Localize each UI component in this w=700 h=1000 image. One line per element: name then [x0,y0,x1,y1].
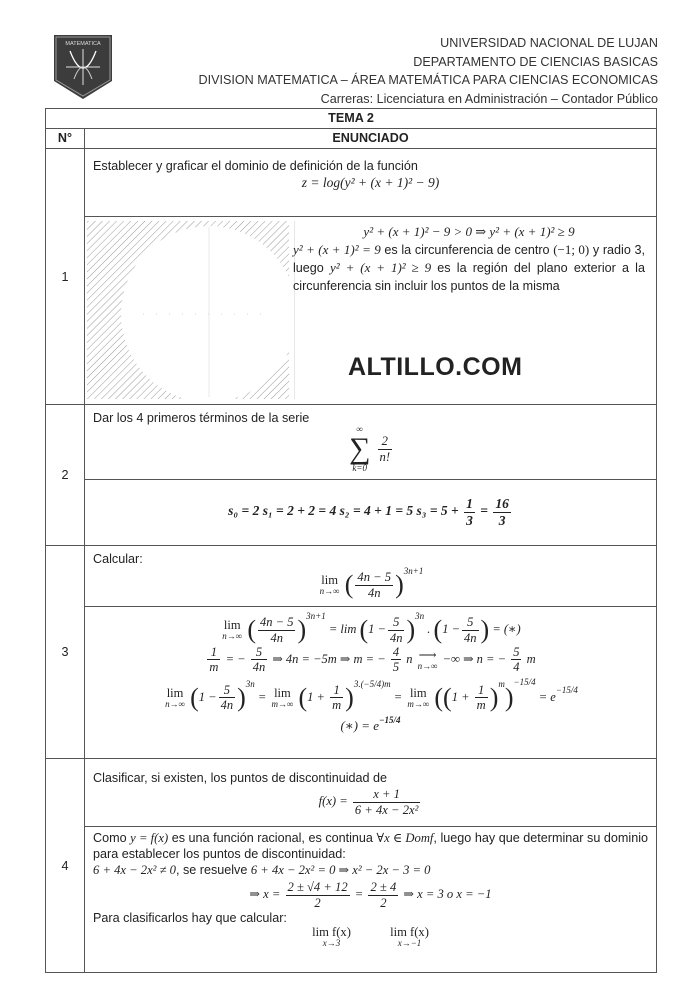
exercise-3-prompt: Calcular: [93,552,143,566]
frac-den: 4 [513,660,520,675]
frac-den: m [332,698,342,713]
math: 6 + 4x − 2x² ≠ 0 [93,863,176,878]
exercise-4-number: 4 [46,759,85,973]
solution-line-1: lim n→∞ ( $\frac{4n - 5}{4n}$ )$^{3n+1}$ = lim (1 − $\frac{5}{4n}$ )$^{3n}$ . (1 − $\frac{5}{4n}$ ) = (∗) [222,611,521,645]
exercise-1-number: 1 [46,149,85,405]
exam-title: TEMA 2 [46,109,657,129]
limit-a-subscript: x→3 [322,937,341,948]
watermark: ALTILLO.COM [348,353,523,381]
solution-line-2: $\frac{1}{m}$ = − $\frac{5}{4n}$ ⇒ 4n = −5m ⇒ m = − $\frac{4}{5}$ n ⟶ n→∞ −∞ ⇒ n = − $\frac{5}{4}$ m [209,645,536,675]
lim-label: lim [223,618,241,633]
exercise-2-statement [85,405,657,480]
frac-num: 1 [330,683,343,698]
exercise-4-prompt: Clasificar, si existen, los puntos de discontinuidad de [93,771,388,786]
text: , luego hay que determinar su dominio para establecer los puntos de discontinuidad: [93,831,648,862]
frac-den: m [476,698,486,713]
frac-num: 5 [513,645,520,660]
lim-subscript: n→∞ [319,585,340,596]
lim-label: lim [321,573,339,588]
frac-den: 4n [389,630,403,645]
final-exponent: −15/4 [379,714,401,725]
solution-paragraph-4: Para clasificarlos hay que calcular: [93,911,287,926]
text: n [406,651,413,666]
lim-subscript-m: m→∞ [407,698,430,709]
lim-label: lim [166,686,184,701]
limit-b: lim f(x) [390,925,429,940]
exercise-3-solution [85,607,657,759]
circle-center: (−1; 0) [553,242,590,257]
lim-label: lim [409,686,427,701]
equals-lim: = lim [328,622,357,637]
domain-graph [85,217,295,404]
exercise-1-explanation [293,223,645,295]
frac-num: 1 [207,645,220,660]
exam-table [45,108,657,973]
solution-line-3: lim n→∞ (1 − $\frac{5}{4n}$ )$^{3n}$ = lim m→∞ (1 + $\frac{1}{m}$ )$^{3.(-5/4)m}$ = lim m→∞ ((1 + $\frac{1}{m}$ )$^m)^{-15/4} = e^{-15/4}$ [165,676,578,713]
sum-upper-limit: ∞ [356,424,363,434]
math: 6 + 4x − 2x² = 0 ⇒ x² − 2x − 3 = 0 [250,863,431,878]
fraction-one-third-num: 1 [466,496,473,512]
result-exponent: −15/4 [555,684,578,695]
frac-den: 4n [270,630,283,645]
frac-num: 4 [392,645,400,660]
careers-line: Carreras: Licenciatura en Administración – Contador Público [320,91,658,106]
series-denominator: n! [379,449,391,464]
frac-den: 2 [380,895,387,910]
lim-subscript: n→∞ [165,698,185,709]
column-header-statement: ENUNCIADO [85,129,657,149]
limit-expression: lim n→∞ ( $\frac{4n - 5}{4n}$ )$^{3n+1}$ [319,566,424,600]
function-lhs: f(x) = [318,793,348,808]
one-minus: 1 − [198,689,217,704]
function-denominator: 6 + 4x − 2x² [354,802,419,817]
function-definition [93,787,648,817]
arrow-subscript: n→∞ [417,660,438,671]
lim-label: lim [274,686,291,701]
series-numerator: 2 [378,434,393,449]
frac-den: m [209,660,219,675]
limit-a: lim f(x) [312,925,351,940]
fraction-one-third-den: 3 [466,513,473,528]
limit-numerator: 4n − 5 [357,570,392,585]
function-numerator: x + 1 [353,787,420,802]
region-inequality: y² + (x + 1)² ≥ 9 [329,260,432,275]
frac-num: 5 [251,645,268,660]
frac-den: 4n [252,660,266,675]
column-header-number: N° [46,129,85,149]
circle-equation: y² + (x + 1)² = 9 [293,242,381,257]
frac-den: 4n [464,630,477,645]
exponent: 3.(−5/4)m [353,678,391,689]
frac-den: 4n [220,698,234,713]
exercise-4-solution [85,827,657,973]
explanation-text-2: y radio 3, luego [293,243,645,275]
lim-subscript: n→∞ [222,630,243,641]
result: = e [538,689,556,704]
text: = − [225,651,246,666]
exercise-1-statement [85,149,657,217]
exercise-2-solution [85,480,657,546]
series-partial-sums [85,496,656,528]
final-result: (∗) = e [340,717,380,733]
result-denominator: 3 [498,513,506,528]
solution-line-4 [93,715,648,734]
frac-num: 5 [462,615,479,630]
exercise-3-number: 3 [46,546,85,759]
frac-num: 4n − 5 [260,615,294,630]
equals: = [354,886,364,901]
math: y = f(x) [130,831,169,846]
institution-header [198,34,658,108]
frac-den: 5 [392,660,400,675]
one-minus: 1 − [368,622,386,637]
exponent: −15/4 [513,676,536,687]
one-minus: 1 − [442,622,461,637]
exercise-2-prompt: Dar los 4 primeros términos de la serie [93,411,310,425]
lim-subscript-m: m→∞ [271,698,294,709]
exercise-3-statement [85,546,657,607]
exercise-1-prompt: Establecer y graficar el dominio de definición de la función [93,159,418,173]
quadratic-solution [93,880,648,910]
frac-num: 2 ± √4 + 12 [287,880,348,895]
series-formula [93,425,648,473]
exponent: 3n+1 [306,611,326,622]
limit-denominator: 4n [367,585,381,600]
text: ⇒ x = 3 o x = −1 [403,886,492,901]
partial-sums-text: s₀ = 2 s₁ = 2 + 2 = 4 s₂ = 4 + 1 = 5 s₃ = 5 + [228,503,459,519]
frac-num: 2 ± 4 [370,880,397,895]
explanation-text-3: es la región del plano exterior a la circunferencia sin incluir los puntos de la misma [293,261,645,293]
text: ⇒ x = [249,886,281,901]
exponent: 3n [245,678,255,689]
solution-paragraph-1 [93,830,648,862]
limits-to-compute [93,926,648,948]
university-logo [52,33,114,101]
limit-exponent: 3n+1 [403,566,424,576]
sum-symbol: ∑ [348,432,371,465]
sum-lower-limit: k=0 [352,463,367,473]
solution-paragraph-2 [93,862,648,878]
text: es una función racional, es continua [168,831,377,846]
university-name: UNIVERSIDAD NACIONAL DE LUJAN [440,36,658,50]
exercise-2-number: 2 [46,405,85,546]
text: ⇒ 4n = −5m ⇒ m = − [272,651,386,666]
svg-text:MATEMATICA: MATEMATICA [65,41,101,47]
exponent: 3n [415,611,425,622]
explanation-text-1: es la circunferencia de centro [380,243,554,257]
frac-num: 1 [475,683,488,698]
frac-num: 5 [219,683,236,698]
text: Como [93,831,131,846]
exercise-1-formula: z = log(y² + (x + 1)² − 9) [301,175,440,190]
text: , se resuelve [175,863,251,878]
department-name: DEPARTAMENTO DE CIENCIAS BASICAS [413,54,658,69]
exercise-1-solution [85,217,657,405]
text: m [526,651,536,666]
frac-num: 5 [388,615,405,630]
domain-inequality: y² + (x + 1)² − 9 > 0 ⇒ y² + (x + 1)² ≥ 9 [363,224,575,239]
exercise-4-statement [85,759,657,827]
math: ∀x ∈ Domf [376,831,434,846]
star-label: = (∗) [492,622,521,637]
division-name: DIVISION MATEMATICA – ÁREA MATEMÁTICA PARA CIENCIAS ECONOMICAS [198,73,658,87]
equals-sign: = [480,503,488,519]
limit-b-subscript: x→−1 [397,937,422,948]
frac-den: 2 [314,895,321,910]
result-numerator: 16 [495,496,509,512]
text: −∞ ⇒ n = − [442,651,507,666]
